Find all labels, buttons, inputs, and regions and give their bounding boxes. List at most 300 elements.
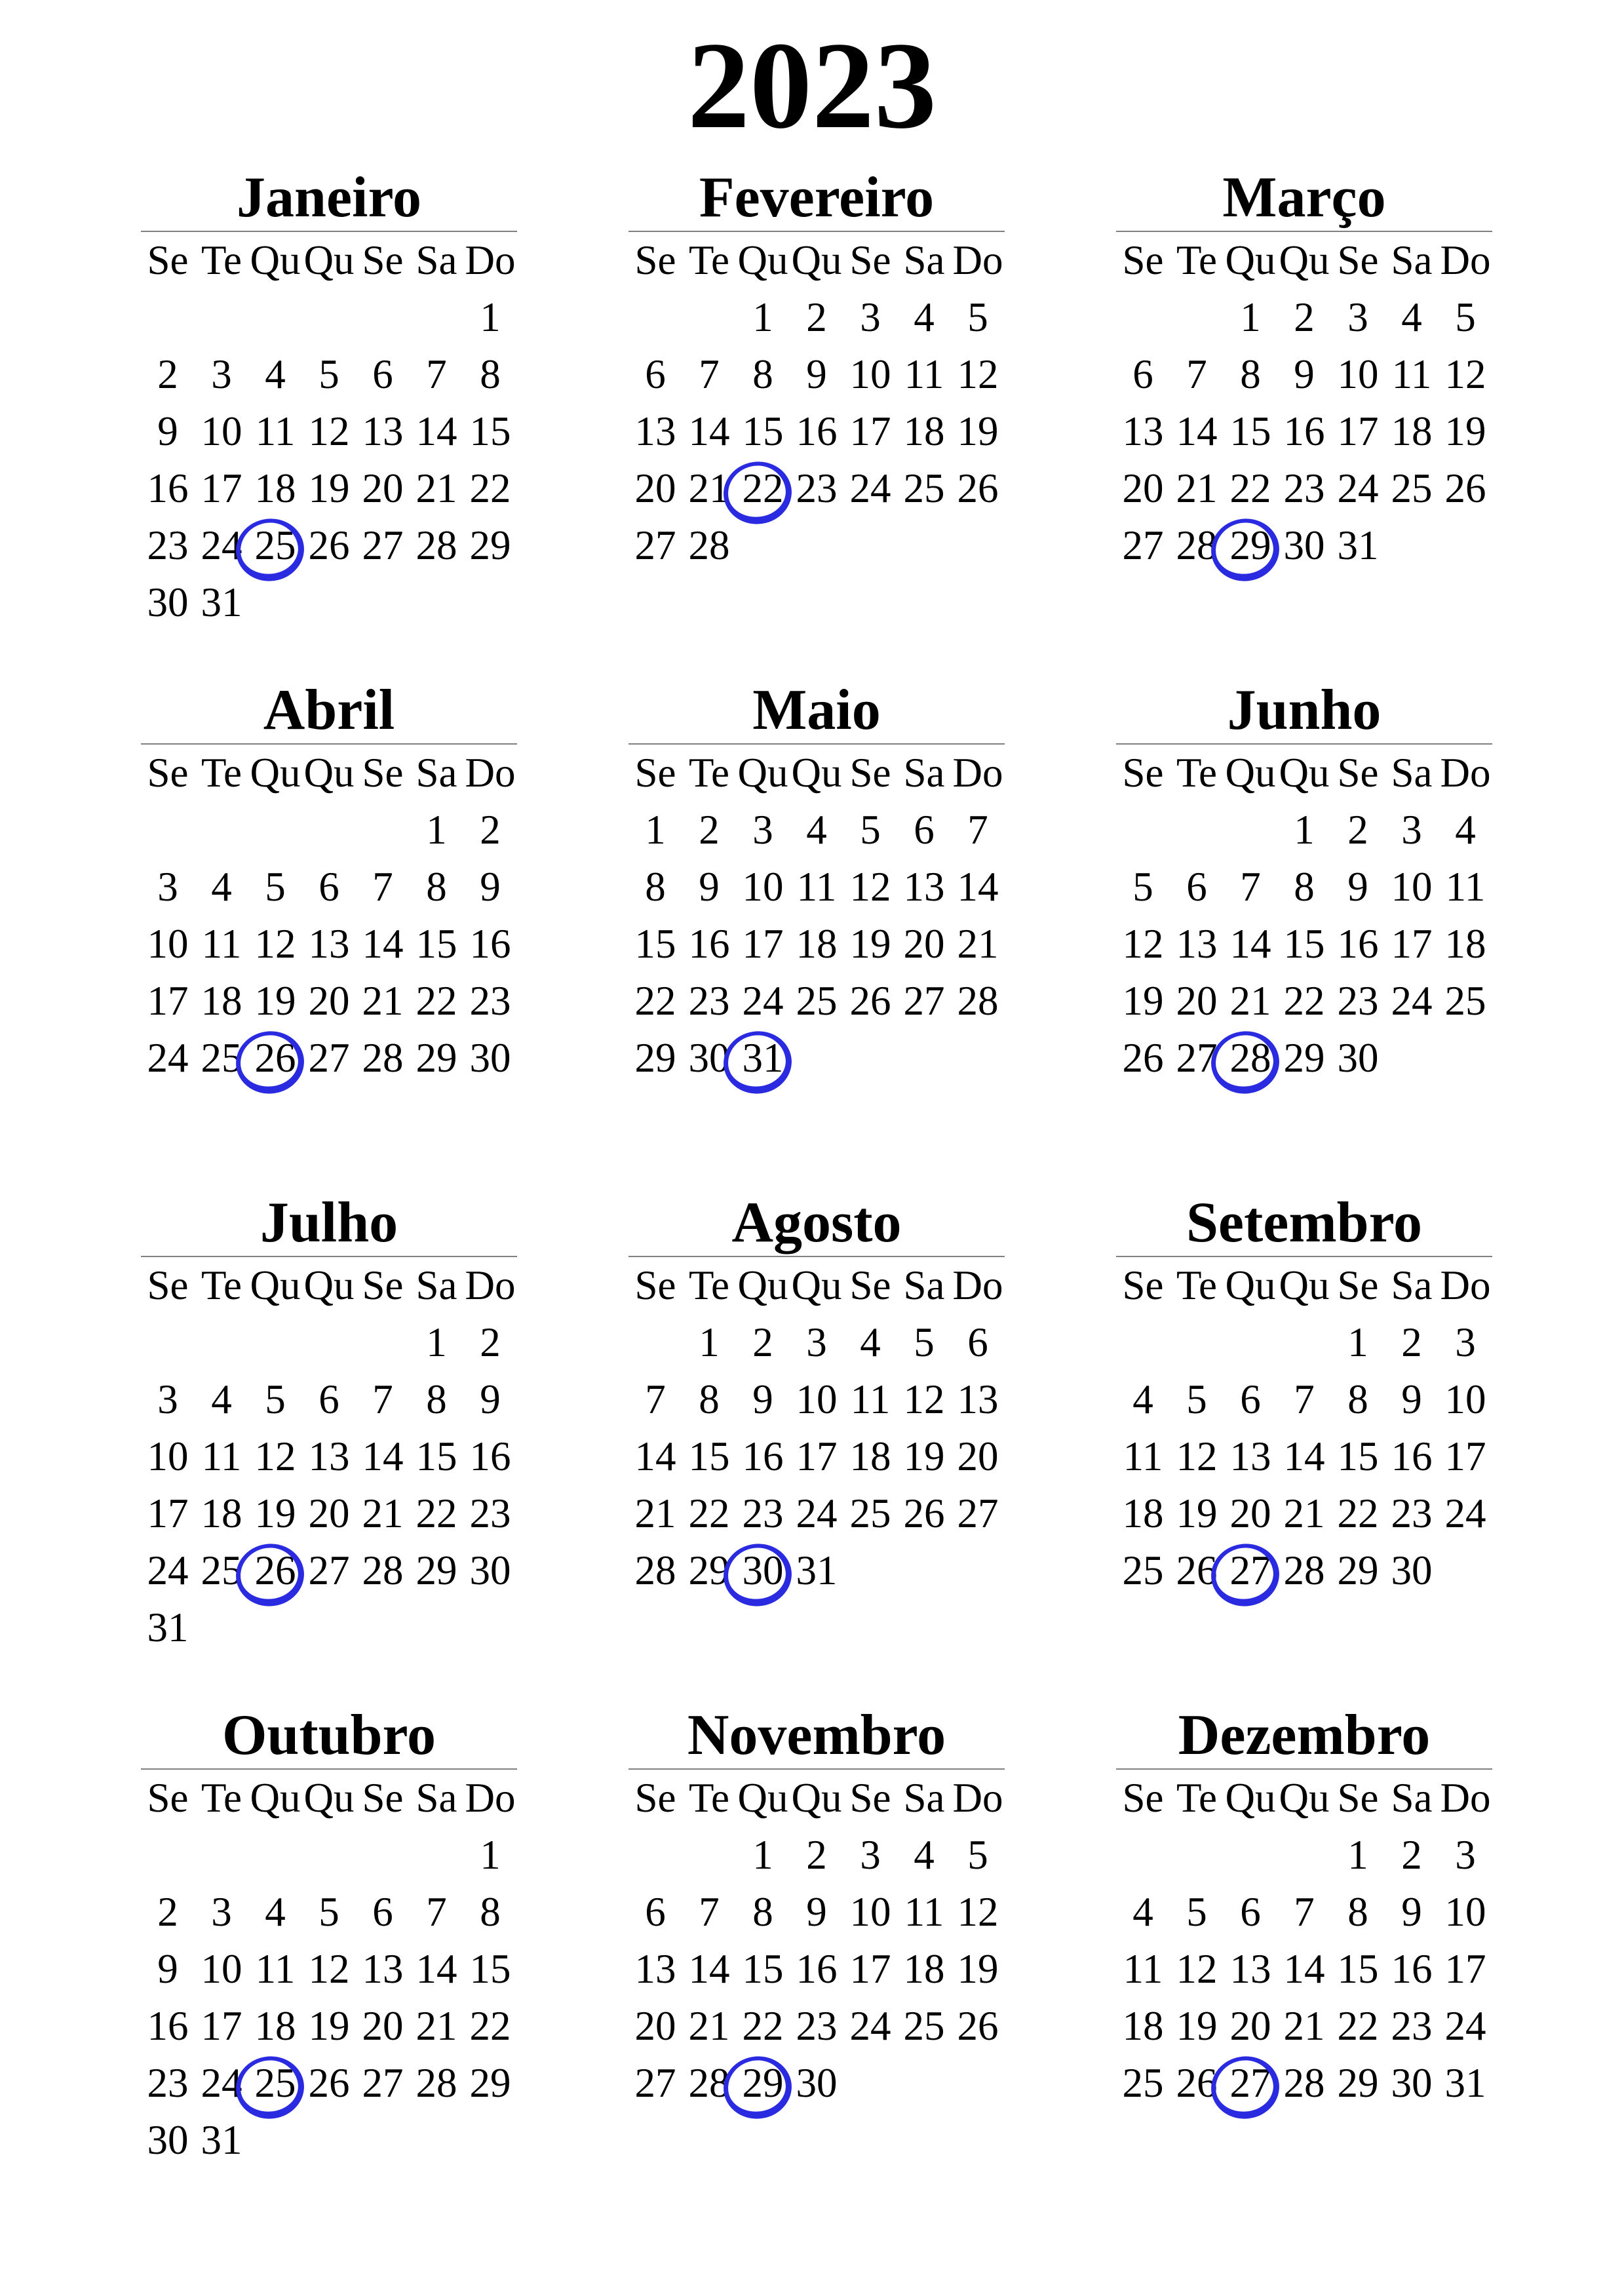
day-cell-empty bbox=[248, 1827, 302, 1884]
month-maio bbox=[628, 678, 1005, 1190]
day-cell: 2 bbox=[480, 807, 501, 853]
day-cell: 28 bbox=[416, 2060, 457, 2106]
weekday-header: Se bbox=[634, 1262, 676, 1308]
day-cell: 5 bbox=[1186, 1376, 1207, 1422]
day-cell: 2 bbox=[157, 351, 178, 397]
day-cell-empty bbox=[1116, 802, 1170, 859]
day-cell: 18 bbox=[796, 921, 838, 967]
week-row bbox=[141, 1371, 517, 1428]
month-julho bbox=[141, 1190, 517, 1703]
day-cell: 3 bbox=[1455, 1832, 1476, 1878]
day-cell: 2 bbox=[480, 1319, 501, 1365]
weekday-header: Qu bbox=[303, 237, 355, 283]
day-cell: 21 bbox=[416, 465, 457, 511]
day-cell: 14 bbox=[688, 408, 730, 454]
day-cell: 24 bbox=[1337, 465, 1379, 511]
day-cell-empty bbox=[897, 1542, 951, 1599]
weekday-header: Sa bbox=[416, 1775, 457, 1821]
day-cell: 17 bbox=[147, 1490, 189, 1536]
day-cell: 23 bbox=[688, 978, 730, 1024]
day-cell: 20 bbox=[362, 465, 404, 511]
day-cell: 5 bbox=[860, 807, 881, 853]
day-cell: 8 bbox=[645, 864, 666, 910]
weekday-header-row bbox=[628, 232, 1005, 289]
day-cell: 26 bbox=[903, 1490, 945, 1536]
day-cell: 29 bbox=[736, 2055, 790, 2112]
day-cell: 31 bbox=[1337, 522, 1379, 568]
weekday-header: Se bbox=[147, 750, 189, 796]
day-cell: 8 bbox=[426, 1376, 447, 1422]
day-cell: 30 bbox=[147, 579, 189, 625]
day-cell: 10 bbox=[849, 351, 891, 397]
day-cell: 6 bbox=[1240, 1376, 1261, 1422]
day-cell-empty bbox=[302, 802, 356, 859]
month-abril bbox=[141, 678, 517, 1190]
day-cell: 27 bbox=[362, 2060, 404, 2106]
day-cell: 19 bbox=[957, 1946, 999, 1992]
day-cell: 22 bbox=[416, 1490, 457, 1536]
weekday-header: Se bbox=[849, 1262, 891, 1308]
day-cell: 20 bbox=[903, 921, 945, 967]
day-cell: 8 bbox=[480, 1889, 501, 1935]
day-cell-empty bbox=[1224, 1827, 1277, 1884]
day-cell-empty bbox=[843, 2055, 897, 2112]
day-cell: 2 bbox=[157, 1889, 178, 1935]
month-junho bbox=[1116, 678, 1492, 1190]
day-cell: 5 bbox=[967, 294, 988, 340]
weekday-header-row bbox=[1116, 1257, 1492, 1314]
day-cell: 10 bbox=[1444, 1376, 1486, 1422]
day-cell: 15 bbox=[742, 1946, 784, 1992]
day-cell: 11 bbox=[904, 1889, 944, 1935]
day-cell: 20 bbox=[1176, 978, 1218, 1024]
weekday-header: Do bbox=[465, 1775, 516, 1821]
day-cell-empty bbox=[141, 289, 195, 346]
day-cell: 22 bbox=[416, 978, 457, 1024]
day-cell: 17 bbox=[201, 2003, 242, 2049]
day-cell-empty bbox=[195, 802, 248, 859]
day-cell: 12 bbox=[1176, 1946, 1218, 1992]
day-cell: 13 bbox=[308, 921, 350, 967]
weekday-header: Qu bbox=[737, 1262, 788, 1308]
day-cell: 24 bbox=[147, 1035, 189, 1081]
day-cell: 13 bbox=[1122, 408, 1164, 454]
weekday-header: Se bbox=[1122, 1262, 1164, 1308]
weekday-header: Te bbox=[201, 237, 242, 283]
day-cell: 13 bbox=[957, 1376, 999, 1422]
month-title: Agosto bbox=[731, 1191, 902, 1255]
day-cell: 17 bbox=[1444, 1946, 1486, 1992]
day-cell: 21 bbox=[1176, 465, 1218, 511]
day-cell: 9 bbox=[1347, 864, 1368, 910]
day-cell: 5 bbox=[1132, 864, 1153, 910]
day-cell: 27 bbox=[1176, 1035, 1218, 1081]
weekday-header: Do bbox=[1440, 750, 1491, 796]
weekday-header: Do bbox=[1440, 237, 1491, 283]
day-cell: 28 bbox=[634, 1547, 676, 1593]
day-cell: 30 bbox=[688, 1035, 730, 1081]
day-cell: 7 bbox=[1294, 1376, 1315, 1422]
day-cell: 5 bbox=[319, 1889, 339, 1935]
day-cell-empty bbox=[736, 517, 790, 574]
day-cell: 5 bbox=[914, 1319, 935, 1365]
day-cell: 29 bbox=[1337, 1547, 1379, 1593]
day-cell-empty bbox=[302, 1827, 356, 1884]
week-row bbox=[628, 346, 1005, 403]
weekday-header: Qu bbox=[303, 1262, 355, 1308]
weekday-header-row bbox=[1116, 1770, 1492, 1827]
weekday-header: Te bbox=[201, 1775, 242, 1821]
weekday-header-row bbox=[141, 1257, 517, 1314]
day-cell: 11 bbox=[1391, 351, 1432, 397]
day-cell: 30 bbox=[469, 1035, 511, 1081]
day-cell-empty bbox=[897, 517, 951, 574]
week-row bbox=[141, 460, 517, 517]
day-cell-empty bbox=[248, 1599, 302, 1656]
day-cell: 23 bbox=[1337, 978, 1379, 1024]
day-cell-empty bbox=[356, 574, 410, 631]
weekday-header: Te bbox=[201, 750, 242, 796]
day-cell: 1 bbox=[480, 294, 501, 340]
week-row bbox=[141, 1884, 517, 1941]
day-cell: 22 bbox=[469, 2003, 511, 2049]
day-cell: 26 bbox=[1444, 465, 1486, 511]
day-cell: 4 bbox=[1132, 1376, 1153, 1422]
day-cell: 20 bbox=[634, 2003, 676, 2049]
day-cell: 1 bbox=[426, 1319, 447, 1365]
week-row bbox=[1116, 1428, 1492, 1485]
weekday-header: Se bbox=[1337, 237, 1379, 283]
month-dezembro bbox=[1116, 1703, 1492, 2215]
day-cell-empty bbox=[628, 289, 682, 346]
day-cell: 3 bbox=[157, 1376, 178, 1422]
day-cell: 23 bbox=[147, 522, 189, 568]
month-fevereiro bbox=[628, 165, 1005, 678]
weekday-header: Sa bbox=[1391, 1775, 1433, 1821]
day-cell: 7 bbox=[699, 1889, 720, 1935]
day-cell: 25 bbox=[1391, 465, 1433, 511]
weekday-header: Do bbox=[1440, 1775, 1491, 1821]
day-cell: 27 bbox=[308, 1035, 350, 1081]
weekday-header: Se bbox=[147, 237, 189, 283]
day-cell: 13 bbox=[903, 864, 945, 910]
weekday-header: Sa bbox=[903, 1775, 945, 1821]
weekday-header: Se bbox=[362, 750, 404, 796]
weekday-header-row bbox=[628, 1257, 1005, 1314]
day-cell: 25 bbox=[248, 517, 302, 574]
day-cell: 4 bbox=[211, 864, 232, 910]
day-cell-empty bbox=[302, 1599, 356, 1656]
day-cell: 5 bbox=[265, 864, 286, 910]
day-cell-empty bbox=[1277, 1827, 1331, 1884]
day-cell: 16 bbox=[1391, 1433, 1433, 1479]
month-title: Junho bbox=[1227, 678, 1382, 742]
day-cell-empty bbox=[463, 1599, 517, 1656]
weekday-header: Se bbox=[362, 1775, 404, 1821]
day-cell-empty bbox=[1170, 802, 1224, 859]
day-cell: 25 bbox=[1122, 2060, 1164, 2106]
day-cell: 21 bbox=[688, 2003, 730, 2049]
day-cell: 24 bbox=[1444, 2003, 1486, 2049]
day-cell: 23 bbox=[1391, 1490, 1433, 1536]
day-cell: 16 bbox=[147, 465, 189, 511]
weekday-header: Te bbox=[1176, 750, 1218, 796]
weekday-header: Qu bbox=[1279, 237, 1330, 283]
day-cell: 7 bbox=[967, 807, 988, 853]
day-cell: 2 bbox=[806, 294, 827, 340]
day-cell: 14 bbox=[957, 864, 999, 910]
day-cell: 12 bbox=[254, 921, 296, 967]
week-row bbox=[628, 1428, 1005, 1485]
day-cell: 17 bbox=[147, 978, 189, 1024]
weekday-header: Do bbox=[465, 237, 516, 283]
day-cell-empty bbox=[1439, 1030, 1492, 1087]
day-cell: 15 bbox=[1337, 1946, 1379, 1992]
day-cell: 20 bbox=[957, 1433, 999, 1479]
day-cell: 2 bbox=[1294, 294, 1315, 340]
day-cell: 10 bbox=[1391, 864, 1433, 910]
week-row bbox=[1116, 1542, 1492, 1599]
week-row bbox=[628, 1998, 1005, 2055]
week-row bbox=[1116, 1941, 1492, 1998]
day-cell-empty bbox=[410, 1599, 463, 1656]
day-cell: 15 bbox=[742, 408, 784, 454]
weekday-header: Sa bbox=[1391, 750, 1433, 796]
month-title: Setembro bbox=[1186, 1191, 1423, 1255]
day-cell: 12 bbox=[308, 1946, 350, 1992]
day-cell-empty bbox=[1224, 1314, 1277, 1371]
day-cell-empty bbox=[951, 1030, 1005, 1087]
day-cell-empty bbox=[410, 574, 463, 631]
day-cell: 26 bbox=[248, 1542, 302, 1599]
day-cell: 19 bbox=[1176, 2003, 1218, 2049]
day-cell: 4 bbox=[806, 807, 827, 853]
week-row bbox=[628, 1314, 1005, 1371]
week-row bbox=[1116, 289, 1492, 346]
week-row bbox=[628, 517, 1005, 574]
day-cell: 18 bbox=[201, 1490, 242, 1536]
day-cell: 22 bbox=[1283, 978, 1325, 1024]
day-cell-empty bbox=[195, 1314, 248, 1371]
day-cell: 19 bbox=[957, 408, 999, 454]
day-cell: 25 bbox=[201, 1547, 242, 1593]
day-cell: 28 bbox=[1283, 1547, 1325, 1593]
day-cell: 20 bbox=[308, 978, 350, 1024]
day-cell: 29 bbox=[1337, 2060, 1379, 2106]
day-cell: 12 bbox=[903, 1376, 945, 1422]
day-cell: 8 bbox=[426, 864, 447, 910]
day-cell: 23 bbox=[1283, 465, 1325, 511]
day-cell: 4 bbox=[1132, 1889, 1153, 1935]
weekday-header: Sa bbox=[903, 750, 945, 796]
day-cell: 7 bbox=[645, 1376, 666, 1422]
week-row bbox=[141, 289, 517, 346]
day-cell: 7 bbox=[1294, 1889, 1315, 1935]
month-outubro bbox=[141, 1703, 517, 2215]
weekday-header: Qu bbox=[1279, 1262, 1330, 1308]
day-cell: 27 bbox=[957, 1490, 999, 1536]
day-cell: 21 bbox=[1283, 1490, 1325, 1536]
day-cell: 15 bbox=[1283, 921, 1325, 967]
day-cell: 12 bbox=[957, 1889, 999, 1935]
week-row bbox=[628, 1827, 1005, 1884]
weekday-header: Sa bbox=[416, 237, 457, 283]
day-cell: 2 bbox=[1347, 807, 1368, 853]
day-cell: 3 bbox=[157, 864, 178, 910]
day-cell: 25 bbox=[248, 2055, 302, 2112]
weekday-header: Do bbox=[465, 1262, 516, 1308]
day-cell: 6 bbox=[645, 351, 666, 397]
month-title: Dezembro bbox=[1178, 1703, 1431, 1767]
day-cell: 15 bbox=[1229, 408, 1271, 454]
day-cell: 17 bbox=[1391, 921, 1433, 967]
day-cell: 21 bbox=[1229, 978, 1271, 1024]
day-cell: 11 bbox=[1445, 864, 1486, 910]
day-cell: 4 bbox=[860, 1319, 881, 1365]
day-cell-empty bbox=[248, 802, 302, 859]
week-row bbox=[1116, 1884, 1492, 1941]
weekday-header: Te bbox=[688, 237, 730, 283]
day-cell: 26 bbox=[957, 465, 999, 511]
day-cell: 7 bbox=[372, 1376, 393, 1422]
day-cell-empty bbox=[790, 517, 843, 574]
day-cell: 16 bbox=[1337, 921, 1379, 967]
week-row bbox=[141, 1599, 517, 1656]
weekday-header: Qu bbox=[1225, 1775, 1276, 1821]
day-cell-empty bbox=[1439, 517, 1492, 574]
weekday-header: Te bbox=[1176, 237, 1218, 283]
weekday-header: Sa bbox=[903, 1262, 945, 1308]
week-row bbox=[1116, 1314, 1492, 1371]
day-cell: 12 bbox=[849, 864, 891, 910]
month-title: Novembro bbox=[687, 1703, 946, 1767]
week-row bbox=[1116, 2055, 1492, 2112]
day-cell-empty bbox=[1224, 802, 1277, 859]
day-cell: 9 bbox=[480, 1376, 501, 1422]
month-title: Maio bbox=[752, 678, 881, 742]
week-row bbox=[628, 802, 1005, 859]
day-cell: 6 bbox=[967, 1319, 988, 1365]
day-cell: 26 bbox=[957, 2003, 999, 2049]
day-cell: 29 bbox=[1224, 517, 1277, 574]
day-cell: 8 bbox=[1347, 1376, 1368, 1422]
weekday-header-row bbox=[628, 1770, 1005, 1827]
day-cell: 13 bbox=[362, 408, 404, 454]
day-cell: 29 bbox=[469, 2060, 511, 2106]
day-cell: 22 bbox=[1337, 2003, 1379, 2049]
day-cell: 2 bbox=[752, 1319, 773, 1365]
day-cell-empty bbox=[628, 1314, 682, 1371]
day-cell: 3 bbox=[806, 1319, 827, 1365]
day-cell: 24 bbox=[1444, 1490, 1486, 1536]
day-cell: 6 bbox=[1132, 351, 1153, 397]
day-cell: 27 bbox=[903, 978, 945, 1024]
day-cell: 21 bbox=[416, 2003, 457, 2049]
day-cell: 8 bbox=[1347, 1889, 1368, 1935]
day-cell: 28 bbox=[688, 2060, 730, 2106]
weekday-header: Sa bbox=[903, 237, 945, 283]
day-cell: 31 bbox=[1444, 2060, 1486, 2106]
weekday-header: Se bbox=[634, 237, 676, 283]
day-cell: 10 bbox=[147, 921, 189, 967]
day-cell: 10 bbox=[742, 864, 784, 910]
day-cell: 20 bbox=[362, 2003, 404, 2049]
day-cell-empty bbox=[248, 2112, 302, 2169]
day-cell: 19 bbox=[1444, 408, 1486, 454]
week-row bbox=[141, 916, 517, 973]
day-cell: 20 bbox=[1229, 1490, 1271, 1536]
day-cell: 6 bbox=[319, 1376, 339, 1422]
day-cell: 1 bbox=[1347, 1319, 1368, 1365]
day-cell: 11 bbox=[255, 1946, 296, 1992]
day-cell: 2 bbox=[1401, 1832, 1422, 1878]
weekday-header: Se bbox=[1122, 237, 1164, 283]
day-cell: 30 bbox=[1391, 1547, 1433, 1593]
day-cell: 9 bbox=[752, 1376, 773, 1422]
day-cell: 15 bbox=[634, 921, 676, 967]
weekday-header: Qu bbox=[250, 1262, 301, 1308]
weekday-header: Qu bbox=[1225, 750, 1276, 796]
weekday-header: Qu bbox=[737, 1775, 788, 1821]
day-cell-empty bbox=[195, 1827, 248, 1884]
day-cell: 3 bbox=[860, 1832, 881, 1878]
week-row bbox=[628, 1941, 1005, 1998]
day-cell-empty bbox=[790, 1030, 843, 1087]
day-cell: 18 bbox=[1122, 2003, 1164, 2049]
day-cell: 11 bbox=[904, 351, 944, 397]
day-cell: 30 bbox=[736, 1542, 790, 1599]
day-cell-empty bbox=[1277, 1314, 1331, 1371]
day-cell: 21 bbox=[634, 1490, 676, 1536]
day-cell: 26 bbox=[1176, 2060, 1218, 2106]
day-cell: 21 bbox=[957, 921, 999, 967]
day-cell: 2 bbox=[806, 1832, 827, 1878]
day-cell: 17 bbox=[742, 921, 784, 967]
day-cell: 23 bbox=[469, 978, 511, 1024]
day-cell: 27 bbox=[362, 522, 404, 568]
day-cell: 28 bbox=[362, 1547, 404, 1593]
day-cell: 6 bbox=[372, 1889, 393, 1935]
week-row bbox=[1116, 859, 1492, 916]
day-cell: 30 bbox=[796, 2060, 838, 2106]
week-row bbox=[1116, 517, 1492, 574]
day-cell-empty bbox=[1439, 1542, 1492, 1599]
week-row bbox=[628, 460, 1005, 517]
day-cell: 13 bbox=[362, 1946, 404, 1992]
week-row bbox=[628, 1371, 1005, 1428]
day-cell: 7 bbox=[426, 1889, 447, 1935]
weekday-header: Te bbox=[688, 1262, 730, 1308]
month-novembro bbox=[628, 1703, 1005, 2215]
day-cell: 23 bbox=[469, 1490, 511, 1536]
day-cell: 15 bbox=[469, 408, 511, 454]
week-row bbox=[141, 1030, 517, 1087]
day-cell: 14 bbox=[362, 921, 404, 967]
day-cell: 11 bbox=[1123, 1433, 1163, 1479]
day-cell: 31 bbox=[796, 1547, 838, 1593]
day-cell: 10 bbox=[201, 1946, 242, 1992]
weekday-header: Qu bbox=[250, 237, 301, 283]
day-cell: 23 bbox=[147, 2060, 189, 2106]
day-cell: 26 bbox=[308, 522, 350, 568]
weekday-header: Se bbox=[634, 750, 676, 796]
day-cell: 4 bbox=[914, 294, 935, 340]
day-cell-empty bbox=[195, 1599, 248, 1656]
day-cell: 25 bbox=[1122, 1547, 1164, 1593]
day-cell-empty bbox=[682, 1827, 736, 1884]
day-cell: 9 bbox=[806, 1889, 827, 1935]
weekday-header: Se bbox=[362, 1262, 404, 1308]
